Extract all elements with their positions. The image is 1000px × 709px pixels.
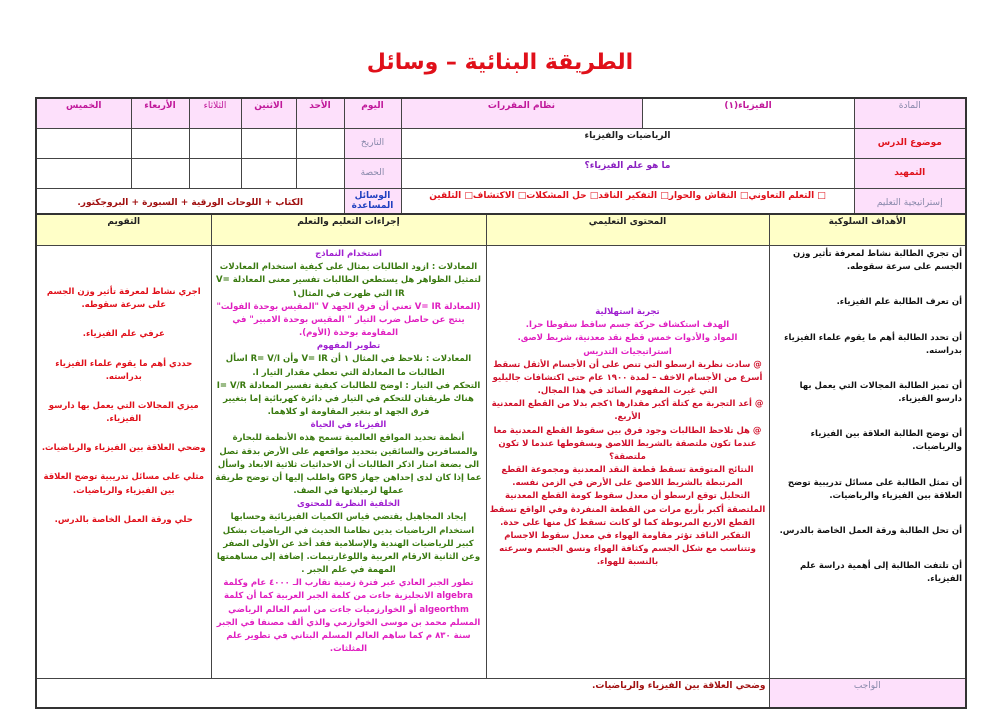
column-header-content: المحتوى التعليمي <box>486 214 769 246</box>
homework-label: الواجب <box>769 679 966 709</box>
period-cell <box>36 158 131 188</box>
objective-item: أن تلتفت الطالبة إلى أهمية دراسة علم الفيزياء. <box>799 561 962 585</box>
objective-item: أن توضح الطالبة العلاقة بين الفيزياء والرياضيات. <box>810 429 962 453</box>
content-item: تجربة استهلالية <box>595 307 660 317</box>
content-item: المواد والأدوات خمس قطع نقد معدنية، شريط لاصق. <box>517 333 738 344</box>
date-cell <box>36 128 131 158</box>
lesson-body-table <box>35 213 967 709</box>
period-label: الحصة <box>344 158 401 188</box>
evaluation-item: ميزي المجالات التي يعمل بها دارسو الفيزياء. <box>48 400 199 425</box>
subject-label: المادة <box>854 98 966 128</box>
evaluation-item: مثلي على مسائل تدريبية توضح العلاقة بين الفيزياء والرياضيات. <box>43 472 205 496</box>
content-column <box>486 246 769 679</box>
objective-item: أن تميز الطالبة المجالات التي يعمل بها دارسو الفيزياء. <box>799 380 962 405</box>
topic-label: موضوع الدرس <box>854 128 966 158</box>
content-item: التحليل توقع ارسطو أن معدل سقوط كومة القطع المعدنية الملتصقة أكبر بأربع مرات من القطعة المنفردة وفي الواقع تسقط القطع الاربع المربوطة كما لو كانت تسقط كل منها على حدة. <box>489 491 766 528</box>
procedures-column <box>211 246 486 679</box>
day-tuesday: الثلاثاء <box>189 98 241 128</box>
evaluation-item: حلي ورقة العمل الخاصة بالدرس. <box>54 514 193 525</box>
procedure-item: (المعادلة V= IR تعني أن فرق الجهد V "المقيس بوحدة الفولت" ينتج عن حاصل ضرب التيار " المقيس بوحدة الامبير" في المقاومة بوحدة (الأوم). <box>216 301 481 339</box>
evaluation-item: عرفي علم الفيزياء. <box>82 329 165 340</box>
procedure-item: تطوير المفهوم <box>316 341 381 352</box>
procedure-item: المعادلات : نلاحظ في المثال ١ أن V= IR وأن R= V/I اسأل الطالبات ما المعادلة التي تعطي مقدار التيار I. <box>225 354 472 378</box>
content-item: الهدف استكشاف حركة جسم ساقط سقوطا حرا. <box>525 320 730 331</box>
procedure-item: التحكم في التيار : اوضح للطالبات كيفية تفسير المعادلة I= V/R هناك طريقتان للتحكم في التيار في دائرة كهربائية إما بتغيير فرق الجهد او بتغير المقاومة او كلاهما. <box>216 380 481 418</box>
period-cell <box>131 158 189 188</box>
evaluation-item: اجري نشاط لمعرفة تأثير وزن الجسم على سرعة سقوطه. <box>46 287 201 311</box>
content-item: استراتيجيات التدريس <box>583 346 672 357</box>
homework-value: وضحي العلاقة بين الفيزياء والرياضيات. <box>36 679 769 709</box>
period-cell <box>189 158 241 188</box>
intro-value: ما هو علم الفيزياء؟ <box>401 158 854 188</box>
period-cell <box>241 158 296 188</box>
aids-value: الكتاب + اللوحات الورقية + السبورة + البروجكتور. <box>36 188 344 218</box>
content-item: @ هل تلاحظ الطالبات وجود فرق بين سقوط القطع المعدنية معا عندما تكون ملتصقة بالشريط اللاصق وبسقوطها عندما لا تكون ملتصقة؟ <box>493 425 762 462</box>
lesson-header-table <box>35 97 967 219</box>
objective-item: أن تمثل الطالبة على مسائل تدريبية توضح العلاقة بين الفيزياء والرياضيات. <box>787 477 962 501</box>
date-label: التاريخ <box>344 128 401 158</box>
day-sunday: الأحد <box>296 98 344 128</box>
procedure-item: إيجاد المجاهيل يقتضي قياس الكميات الفيزيائية وحسابها استخدام الرياضيات يدين نظامنا الحديث في الرياضيات بشكل كبير للرياضيات الهندية والإسلامية فقد أخذ عن الأولى الصفر وعن الثانية الارقام العربية واللوغارتيمات. إضافة إلى مساهمتها المهمة في علم الجبر . <box>216 512 481 576</box>
column-header-evaluation: التقويم <box>36 214 211 246</box>
content-item: التفكير الناقد تؤثر مقاومة الهواء في معدل سقوط الاجسام وتتناسب مع شكل الجسم وكثافة الهواء ونسق الجسم وسرعته بالنسبة للهواء. <box>499 530 756 568</box>
content-item: النتائج المتوقعة تسقط قطعة النقد المعدنية ومجموعة القطع المرتبطة بالشريط اللاصق على الأرض في الزمن نفسه. <box>501 465 754 489</box>
intro-label: التمهيد <box>854 158 966 188</box>
column-header-objectives: الأهداف السلوكية <box>769 214 966 246</box>
day-wednesday: الأربعاء <box>131 98 189 128</box>
period-cell <box>296 158 344 188</box>
day-monday: الاثنين <box>241 98 296 128</box>
evaluation-item: وضحي العلاقة بين الفيزياء والرياضيات. <box>41 443 206 454</box>
date-cell <box>189 128 241 158</box>
evaluation-column <box>36 246 211 679</box>
strategy-value: □ التعلم التعاوني□ النقاش والحوار□ التفكير الناقد□ حل المشكلات□ الاكتشاف□ التلقين <box>401 188 854 218</box>
objectives-column <box>769 246 966 679</box>
procedure-item: استخدام النماذج <box>315 249 382 259</box>
procedure-item: الفيزياء في الحياة <box>310 420 387 431</box>
column-header-procedures: إجراءات التعليم والتعلم <box>211 214 486 246</box>
procedure-item: الخلفية النظرية للمحتوى <box>297 499 400 510</box>
date-cell <box>296 128 344 158</box>
day-thursday: الخميس <box>36 98 131 128</box>
content-item: @ سادت نظرية ارسطو التي تنص على أن الأجسام الأثقل تسقط أسرع من الأجسام الاخف – لمدة ١٩٠٠ عام حتى اكتشافات جاليليو التي غيرت المفهوم السائد في هذا المجال. <box>492 359 763 397</box>
procedure-item: أنظمة تحديد المواقع العالمية تسمح هذه الأنظمة للبحارة والمسافرين والسائقين بتحديد مواقعهم على الأرض بدقة تصل الى بضعة امتار اذكر الطالبات أن الاحداثيات ثلاثية الابعاد واسأل عما إذا كان لدى إحداهن جهاز GPS واطلب إليها أن توضح طريقة عملها لزميلاتها في الصف. <box>215 433 482 497</box>
objective-item: أن تحل الطالبة ورقة العمل الخاصة بالدرس. <box>779 525 962 536</box>
date-cell <box>241 128 296 158</box>
objective-item: أن تحدد الطالبة أهم ما يقوم علماء الفيزياء بدراسته. <box>784 332 962 356</box>
procedure-item: المعادلات : ازود الطالبات بمثال على كيفية استخدام المعادلات لتمثيل الظواهر هل يستطعن الطالبات تفسير معنى المعادلة V= IR التي ظهرت في المثال١ <box>216 262 481 299</box>
strategy-label: إستراتيجية التعليم <box>854 188 966 218</box>
subject-value: الفيزياء(١) <box>642 98 854 128</box>
topic-value: الرياضيات والفيزياء <box>401 128 854 158</box>
course-system: نظام المقررات <box>401 98 642 128</box>
date-cell <box>131 128 189 158</box>
page-title: الطريقة البنائية – وسائل <box>366 50 634 75</box>
evaluation-item: حددي أهم ما يقوم علماء الفيزياء بدراسته. <box>55 358 193 382</box>
objective-item: أن تعرف الطالبة علم الفيزياء. <box>836 297 962 308</box>
aids-label: الوسائل المساعدة <box>344 188 401 218</box>
day-label: اليوم <box>344 98 401 128</box>
procedure-item: تطور الجبر العادي عبر فترة زمنية تقارب الـ ٤٠٠٠ عام وكلمة algebra الانجليزية جاءت من كلمة الجبر العربية كما أن كلمة algeorthm أو الخوارزميات جاءت من اسم العالم الرياضي المسلم محمد بن موسى الخوارزمي والذي ألف مصنفا في الجبر سنة ٨٣٠ م كما ساهم العالم المسلم البتاني في تطوير علم المثلثات. <box>216 578 481 655</box>
objective-item: أن تجري الطالبة نشاط لمعرفة تأثير وزن الجسم على سرعة سقوطه. <box>792 249 962 273</box>
content-item: @ أعد التجربة مع كتلة أكبر مقدارها ١كجم بدلا من القطع المعدنية الأربع. <box>491 399 764 423</box>
